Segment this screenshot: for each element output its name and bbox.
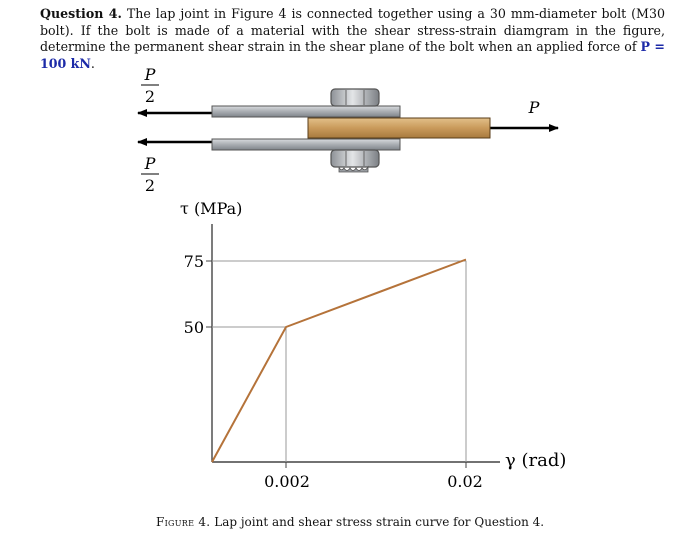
lap-joint-figure — [138, 65, 558, 195]
left-force-bottom-label — [141, 154, 159, 195]
figure-label: Figure 4. — [155, 515, 211, 529]
series-layer — [212, 259, 466, 462]
middle-plate — [308, 118, 490, 138]
svg-text:P: P — [144, 65, 156, 84]
caption-text: Lap joint and shear stress strain curve for Question 4. — [214, 515, 545, 529]
y-tick-label-75: 75 — [183, 252, 204, 271]
right-force-label: P — [528, 98, 540, 117]
question-label: Question 4. — [40, 6, 122, 21]
left-force-top-label — [141, 65, 159, 106]
bottom-steel-plate — [212, 139, 400, 150]
x-axis-label: γ (rad) — [505, 450, 567, 471]
figure-caption — [0, 515, 700, 529]
svg-text:2: 2 — [144, 176, 156, 195]
bolt-head — [331, 89, 379, 106]
applied-force: P = 100 kN — [40, 39, 665, 71]
svg-text:2: 2 — [144, 87, 156, 106]
y-axis-label: τ (MPa) — [180, 199, 243, 218]
x-tick-label-0.02: 0.02 — [447, 472, 483, 491]
question-text: Question 4. The lap joint in Figure 4 is connected together using a 30 mm-diameter bolt (M30 bolt). If the bolt is made of a material with the shear stress-strain diamgram in the figure, determine the permanent shear strain in the shear plane of the bolt when an applied force of P = 100 kN. — [40, 6, 665, 71]
y-tick-label-50: 50 — [183, 318, 204, 337]
question-body: The lap joint in Figure 4 is connected together using a 30 mm-diameter bolt (M30 bolt). If the bolt is made of a material with the shear stress-strain diamgram in the figure, determine the permanent shear strain in the shear plane of the bolt when an applied force of — [40, 6, 665, 54]
top-steel-plate — [212, 106, 400, 117]
svg-text:P: P — [144, 154, 156, 173]
stress-strain-chart — [180, 199, 566, 491]
bolt-nut — [331, 150, 379, 172]
stress-strain-curve — [212, 260, 466, 463]
x-tick-label-0.002: 0.002 — [264, 472, 310, 491]
